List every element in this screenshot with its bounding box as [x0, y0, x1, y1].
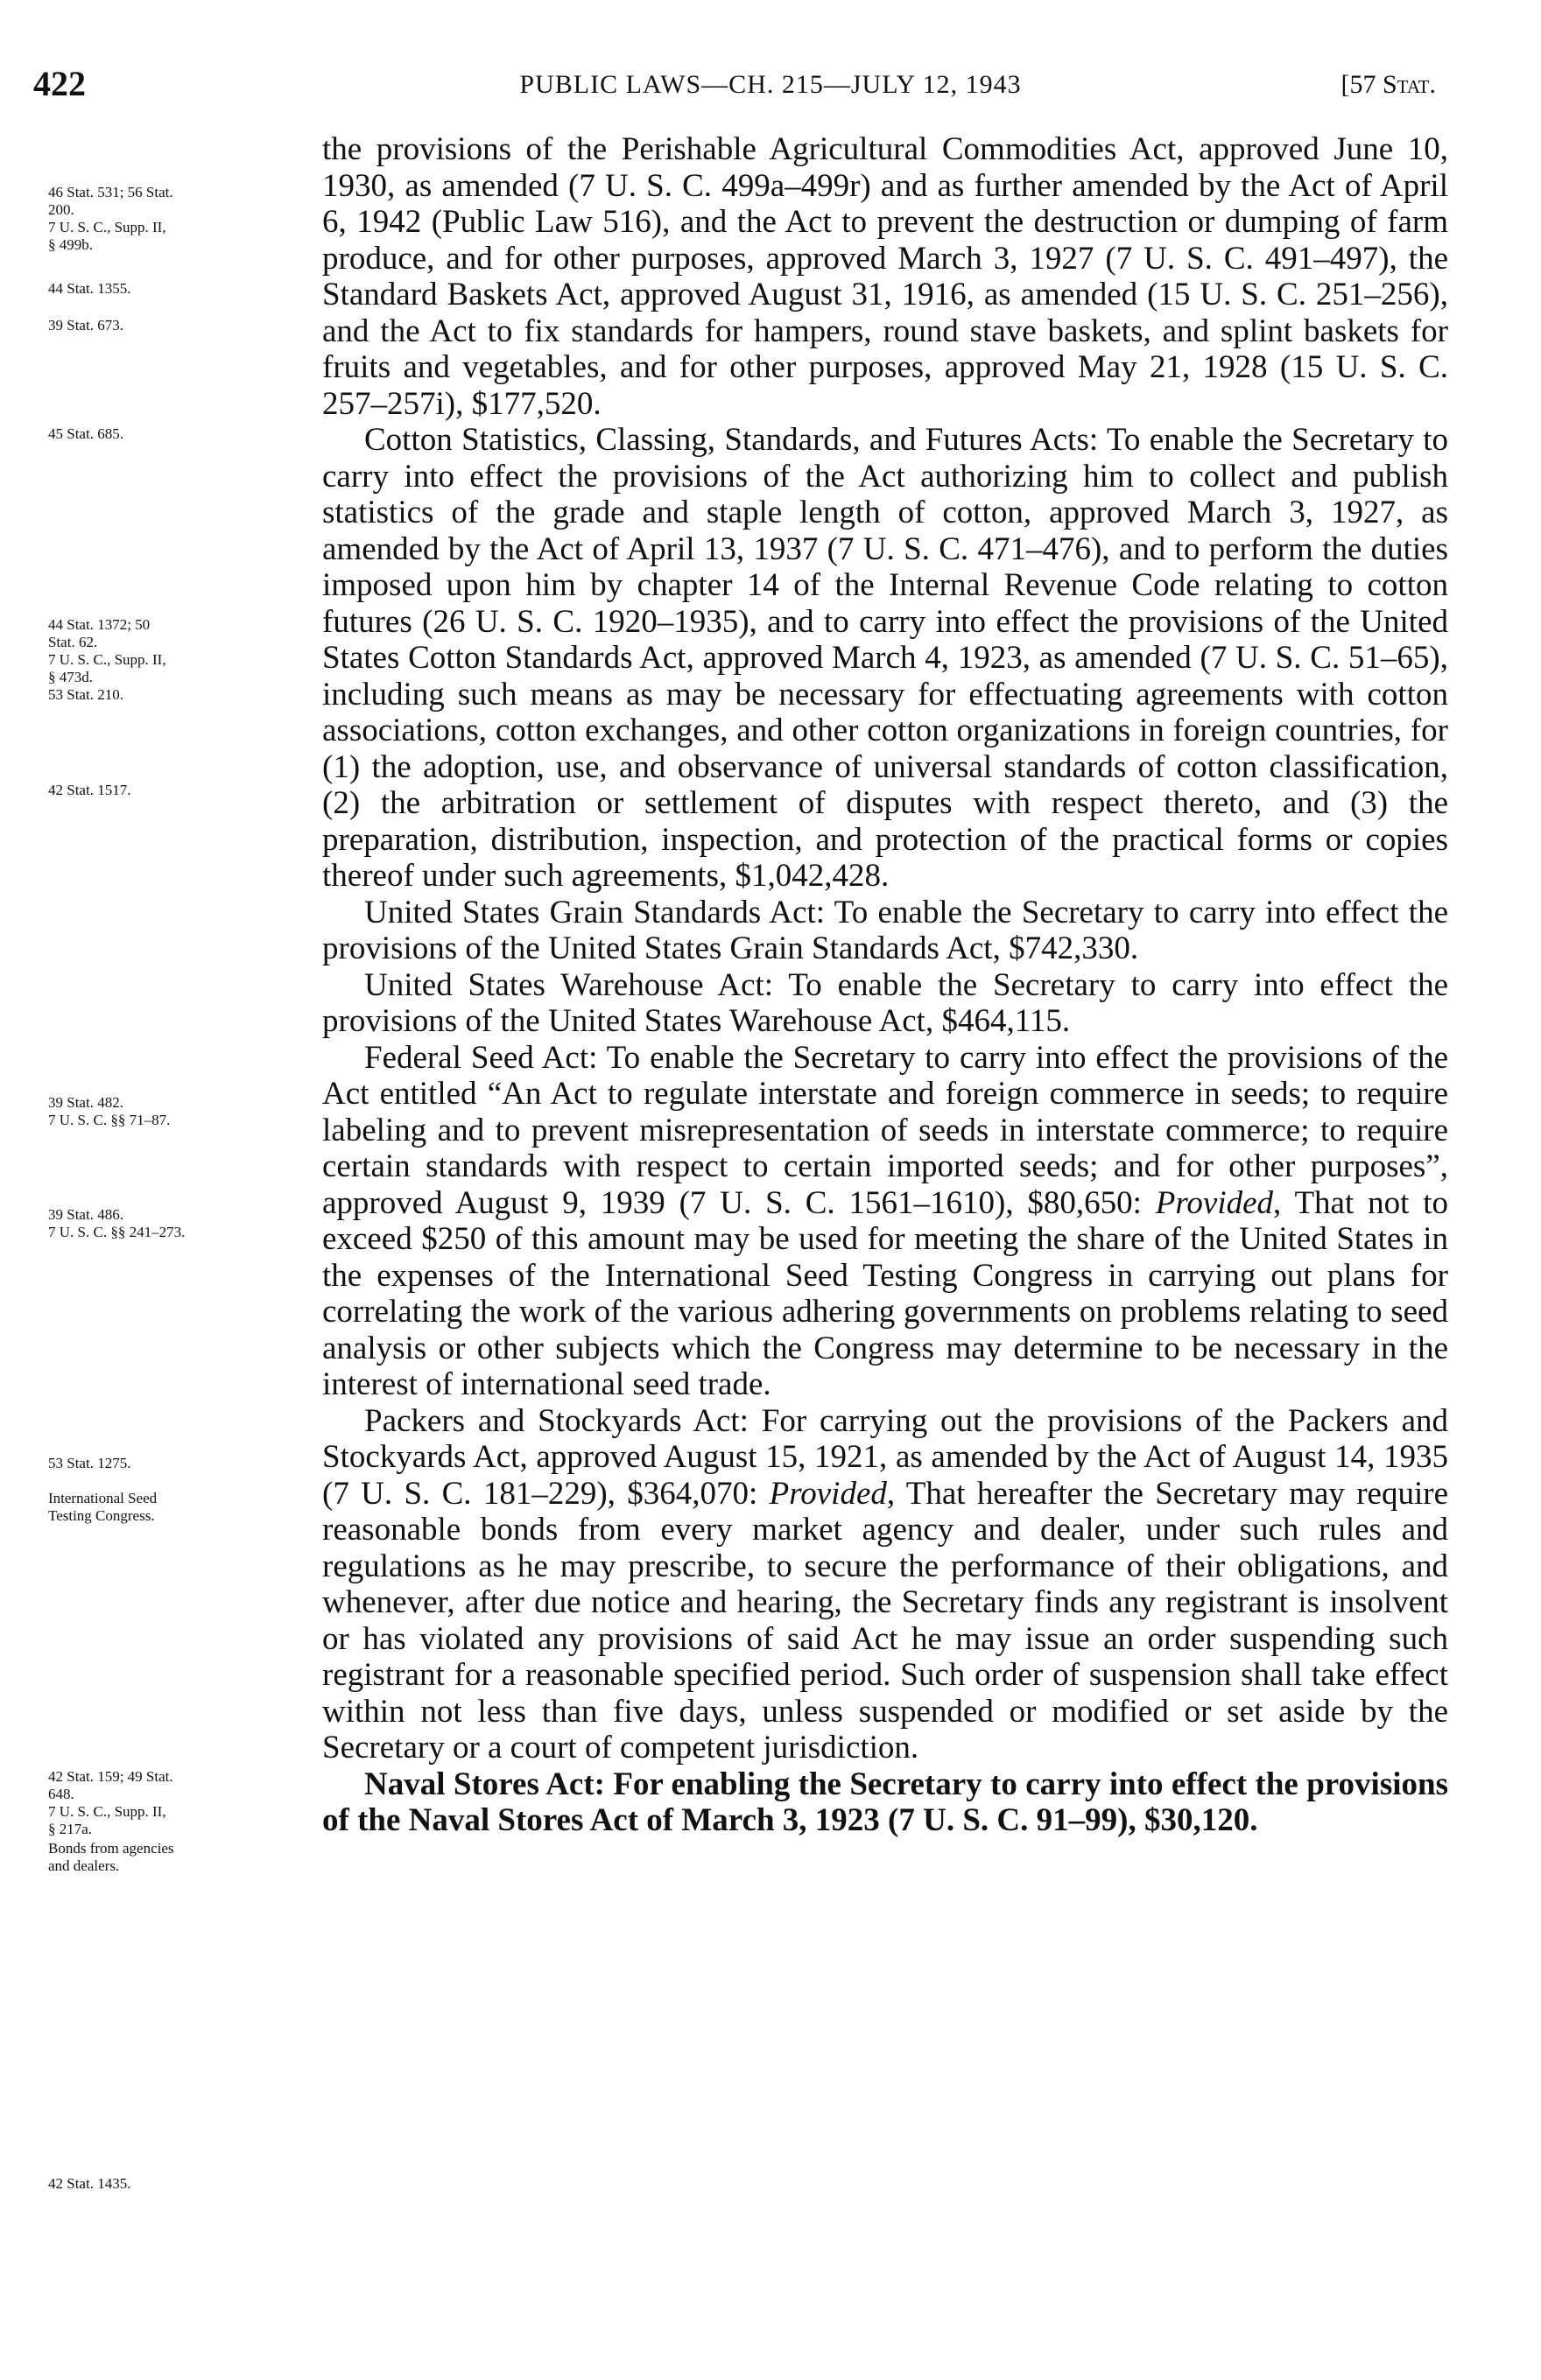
paragraph-text: , That hereafter the Secretary may require reasonable bonds from every market agency and dealer, under such rules and regulations as he may prescribe, to secure the performance of their obligations, and whenever, after due notice and hearing, the Secretary finds any registrant is insolvent or has violated any provisions of said Act he may issue an order suspending such registrant for a reasonable specified period. Such order of suspension shall take effect within not less than five days, unless suspended or modified or set aside by the Secretary or a court of competent jurisdiction.: [322, 1475, 1448, 1766]
page-number: 422: [33, 64, 86, 103]
paragraph-text: , That not to exceed $250 of this amount may be used for meeting the share of the United States in the expenses of the International Seed Testing Congress in carrying out plans for correlating the work of the various adhering governments on problems relating to seed analysis or other subjects which the Congress may determine to be necessary in the interest of international seed trade.: [322, 1184, 1448, 1402]
margin-note-line: § 499b.: [48, 236, 93, 253]
margin-note-line: 42 Stat. 1517.: [48, 782, 131, 798]
margin-note-line: 44 Stat. 1355.: [48, 280, 131, 297]
paragraph-naval-stores: Naval Stores Act: For enabling the Secretary to carry into effect the provisions of the Naval Stores Act of March 3, 1923 (7 U. S. C. 91–99), $30,120.: [322, 1766, 1448, 1838]
margin-note-line: Bonds from agencies: [48, 1840, 174, 1857]
margin-note-line: 45 Stat. 685.: [48, 425, 123, 442]
margin-note: [48, 616, 311, 704]
margin-note-line: 46 Stat. 531; 56 Stat.: [48, 184, 173, 200]
margin-note-line: § 473d.: [48, 669, 93, 685]
margin-note: [48, 1768, 311, 1838]
paragraph-cotton-statistics: Cotton Statistics, Classing, Standards, and Futures Acts: To enable the Secretary to carry into effect the provisions of the Act authorizing him to collect and publish statistics of the grade and staple length of cotton, approved March 3, 1927, as amended by the Act of April 13, 1937 (7 U. S. C. 471–476), and to perform the duties imposed upon him by chapter 14 of the Internal Revenue Code relating to cotton futures (26 U. S. C. 1920–1935), and to carry into effect the provisions of the United States Cotton Standards Act, approved March 4, 1923, as amended (7 U. S. C. 51–65), including such means as may be necessary for effectuating agreements with cotton associations, cotton exchanges, and other cotton organizations in foreign countries, for (1) the adoption, use, and observance of universal standards of cotton classification, (2) the arbitration or settlement of disputes with respect thereto, and (3) the preparation, distribution, inspection, and protection of the practical forms or copies thereof under such agreements, $1,042,428.: [322, 422, 1448, 894]
paragraph-perishable-commodities: the provisions of the Perishable Agricultural Commodities Act, approved June 10, 1930, as amended (7 U. S. C. 499a–499r) and as further amended by the Act of April 6, 1942 (Public Law 516), and the Act to prevent the destruction or dumping of farm produce, and for other purposes, approved March 3, 1927 (7 U. S. C. 491–497), the Standard Baskets Act, approved August 31, 1916, as amended (15 U. S. C. 251–256), and the Act to fix standards for hampers, round stave baskets, and splint baskets for fruits and vegetables, and for other purposes, approved May 21, 1928 (15 U. S. C. 257–257i), $177,520.: [322, 131, 1448, 422]
paragraph-federal-seed-act: [322, 1040, 1448, 1403]
margin-note-line: 39 Stat. 482.: [48, 1094, 123, 1111]
paragraph-text: Packers and Stockyards Act: For carrying out the provisions of the Packers and Stockyards Act, approved August 15, 1921, as amended by the Act of August 14, 1935 (7 U. S. C. 181–229), $364,070:: [322, 1402, 1448, 1512]
paragraph-warehouse-act: United States Warehouse Act: To enable the Secretary to carry into effect the provisions of the United States Warehouse Act, $464,115.: [322, 966, 1448, 1039]
margin-note-line: International Seed: [48, 1490, 158, 1506]
margin-note-line: 42 Stat. 159; 49 Stat.: [48, 1768, 173, 1785]
margin-note: [48, 425, 311, 443]
proviso: Provided: [1155, 1184, 1274, 1221]
paragraph-packers-stockyards: [322, 1403, 1448, 1766]
margin-note-line: 53 Stat. 210.: [48, 686, 123, 703]
margin-note-line: 200.: [48, 201, 74, 218]
margin-note-line: 7 U. S. C. §§ 71–87.: [48, 1112, 171, 1128]
margin-note: [48, 1094, 311, 1129]
margin-note-line: 7 U. S. C., Supp. II,: [48, 219, 166, 235]
margin-note-line: 648.: [48, 1786, 74, 1802]
body-text: [322, 131, 1448, 1839]
statute-reference: [57 Stat.: [1340, 70, 1436, 99]
margin-note-line: Stat. 62.: [48, 634, 98, 650]
margin-note: [48, 1840, 311, 1875]
margin-note: [48, 184, 311, 254]
margin-note-line: Testing Congress.: [48, 1507, 155, 1524]
margin-note: [48, 317, 311, 334]
margin-note-line: § 217a.: [48, 1821, 93, 1837]
margin-note: [48, 1490, 311, 1525]
margin-note-line: 39 Stat. 486.: [48, 1206, 123, 1223]
margin-note-line: 39 Stat. 673.: [48, 317, 123, 333]
margin-note-line: 7 U. S. C., Supp. II,: [48, 1803, 166, 1820]
paragraph-grain-standards: United States Grain Standards Act: To enable the Secretary to carry into effect the provisions of the United States Grain Standards Act, $742,330.: [322, 894, 1448, 966]
running-head: PUBLIC LAWS—CH. 215—JULY 12, 1943: [519, 70, 1022, 99]
margin-note: [48, 1455, 311, 1472]
margin-note-line: 7 U. S. C., Supp. II,: [48, 651, 166, 668]
margin-note-line: 42 Stat. 1435.: [48, 2175, 131, 2192]
margin-note: [48, 2175, 311, 2193]
paragraph-text: Federal Seed Act: To enable the Secretary to carry into effect the provisions of the Act entitled “An Act to regulate interstate and foreign commerce in seeds; to require labeling and to prevent misrepresentation of seeds in interstate commerce; to require certain standards with respect to certain imported seeds; and for other purposes”, approved August 9, 1939 (7 U. S. C. 1561–1610), $80,650:: [322, 1039, 1448, 1221]
margin-note-line: 7 U. S. C. §§ 241–273.: [48, 1224, 186, 1240]
margin-note-line: and dealers.: [48, 1857, 120, 1874]
margin-note: [48, 782, 311, 799]
margin-note-line: 44 Stat. 1372; 50: [48, 616, 151, 633]
proviso: Provided: [769, 1475, 887, 1512]
margin-note: [48, 1206, 311, 1241]
margin-note: [48, 280, 311, 298]
margin-note-line: 53 Stat. 1275.: [48, 1455, 131, 1471]
